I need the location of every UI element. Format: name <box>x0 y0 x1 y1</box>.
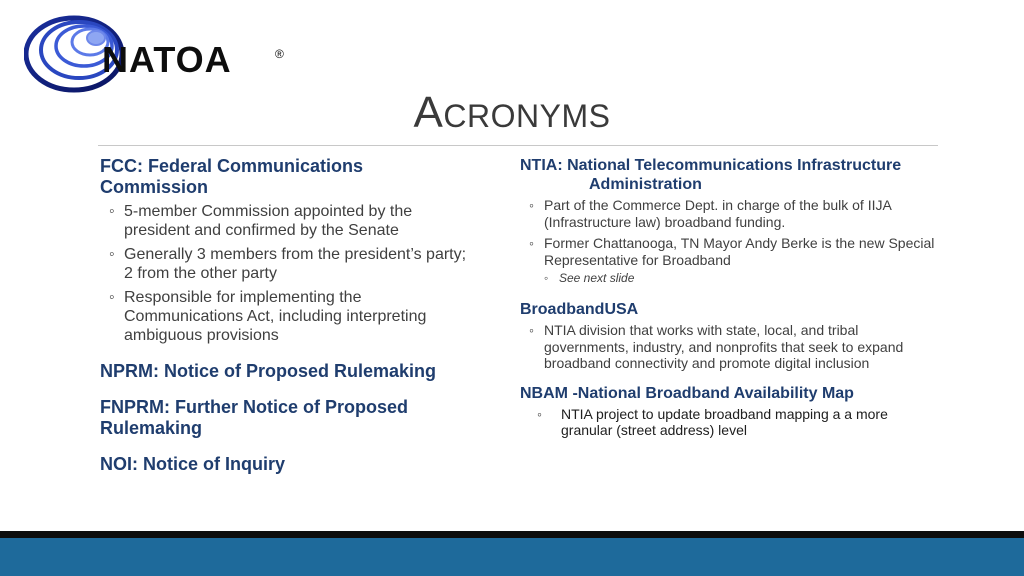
ntia-term: NTIA: National Telecommunications Infrastructure Administration <box>520 157 902 193</box>
footer-bar <box>0 538 1024 576</box>
nprm-term: NPRM: Notice of Proposed Rulemaking <box>100 361 437 381</box>
broadbandusa-term: BroadbandUSA <box>520 301 639 318</box>
list-item: ◦ Generally 3 members from the president’s party; 2 from the other party <box>109 246 467 282</box>
footer-divider <box>0 531 1024 538</box>
left-column <box>100 156 475 475</box>
list-item: ◦ Part of the Commerce Dept. in charge of the bulk of IIJA (Infrastructure law) broadband funding. <box>529 197 892 230</box>
right-column <box>520 156 940 439</box>
natoa-logo <box>24 6 294 98</box>
title-divider <box>98 145 938 146</box>
svg-text:NATOA: NATOA <box>102 39 232 80</box>
broadbandusa-bullets <box>529 322 940 372</box>
nbam-term: NBAM -National Broadband Availability Map <box>520 384 854 402</box>
ntia-bullets <box>529 197 940 286</box>
list-item: ◦ See next slide <box>544 271 635 285</box>
list-item: ◦ 5-member Commission appointed by the president and confirmed by the Senate <box>109 203 413 239</box>
fcc-term: FCC: Federal Communications Commission <box>100 156 364 197</box>
noi-term: NOI: Notice of Inquiry <box>100 454 286 474</box>
fcc-bullets <box>109 202 475 345</box>
ntia-sub-bullets <box>544 271 940 286</box>
list-item: ◦ Responsible for implementing the Communications Act, including interpreting ambiguous provisions <box>109 289 427 344</box>
list-item: ◦ NTIA project to update broadband mapping a a more granular (street address) level <box>537 405 888 438</box>
list-item: ◦ NTIA division that works with state, local, and tribal governments, industry, and nonprofits that seek to expand broadband connectivity and promote digital inclusion <box>529 322 904 371</box>
list-item: ◦ Former Chattanooga, TN Mayor Andy Berke is the new Special Representative for Broadband ◦ See next slide <box>544 235 940 286</box>
nbam-bullets <box>537 405 940 439</box>
fnprm-term: FNPRM: Further Notice of Proposed Rulemaking <box>100 397 409 438</box>
page-title: ACRONYMS <box>413 88 611 137</box>
svg-text:®: ® <box>275 47 284 61</box>
